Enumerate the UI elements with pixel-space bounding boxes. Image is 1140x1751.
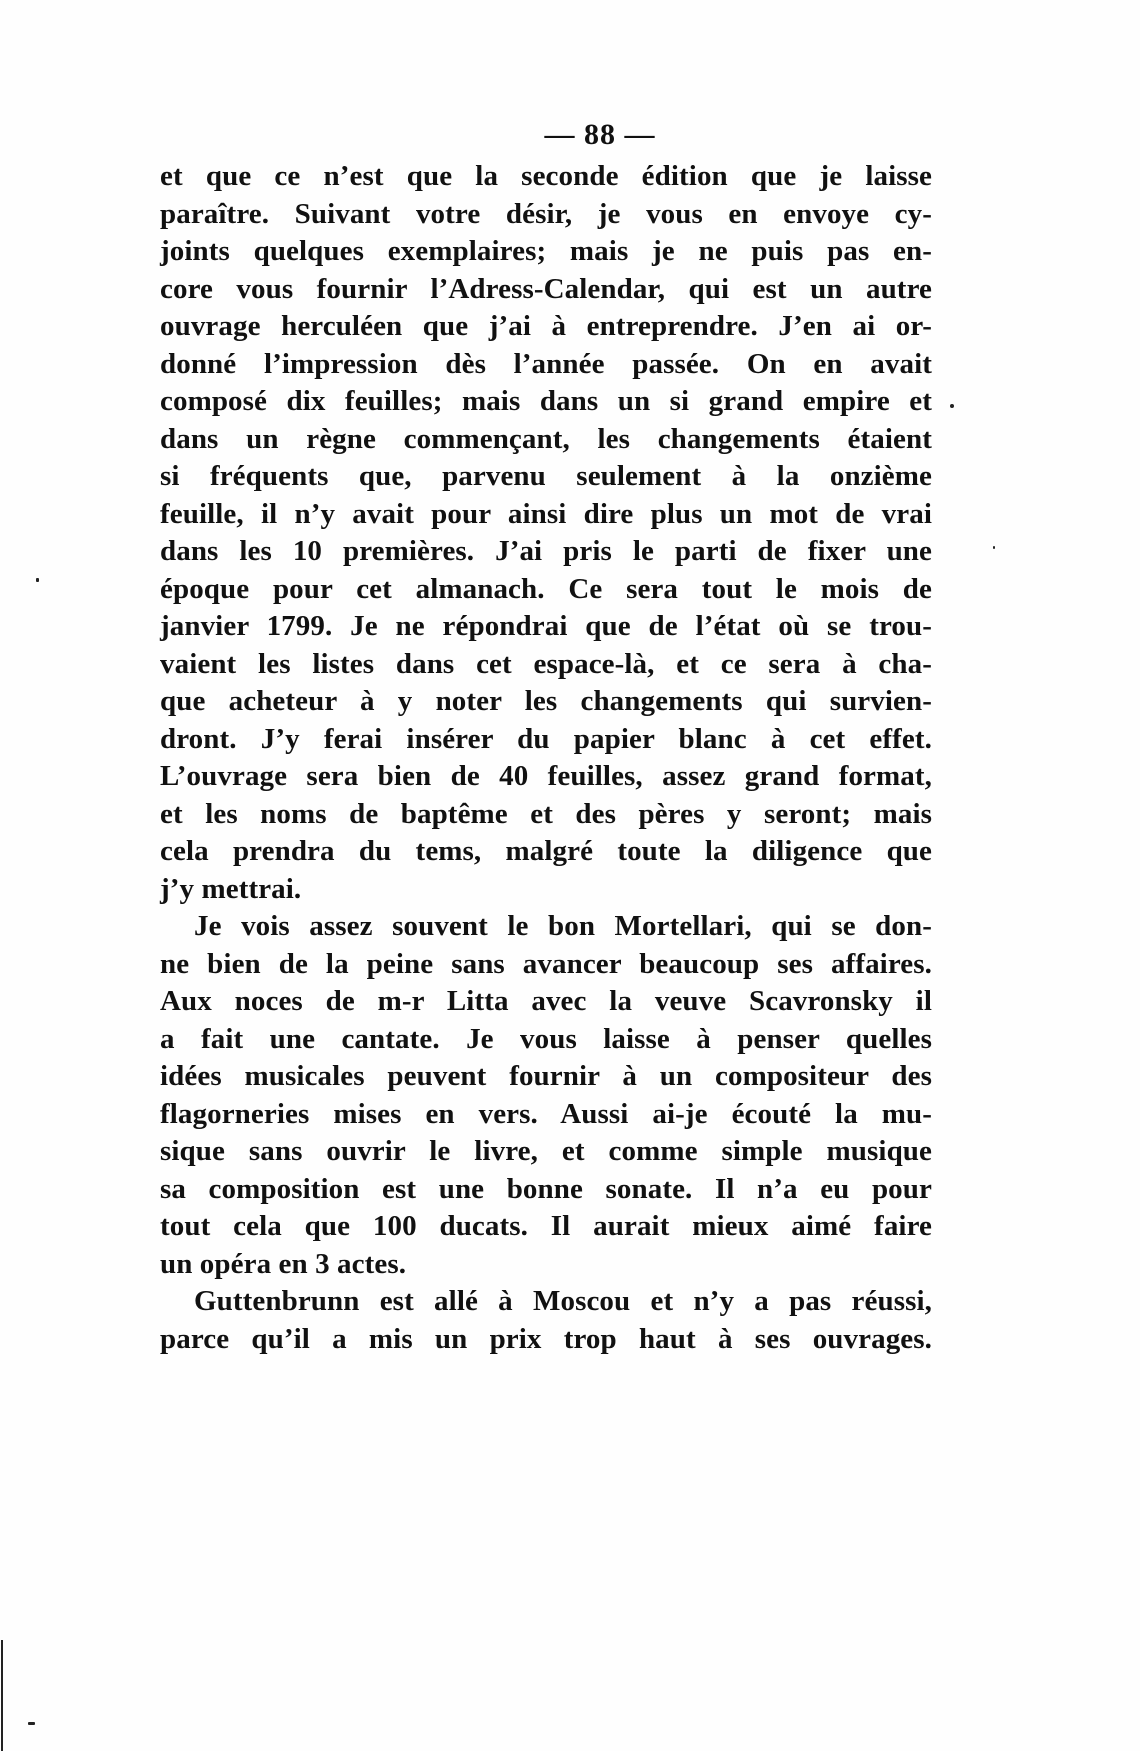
page-number: — 88 — <box>544 118 656 151</box>
paragraph-2 <box>160 908 932 1283</box>
text-line: un opéra en 3 actes. <box>160 1247 407 1280</box>
text-line: donné l’impression dès l’année passée. On en avait <box>160 347 932 380</box>
text-line: cela prendra du tems, malgré toute la diligence que <box>160 835 932 867</box>
scan-speck <box>36 578 39 582</box>
text-line: vaient les listes dans cet espace-là, et ce sera à cha- <box>160 647 932 680</box>
body-text <box>160 158 932 1358</box>
text-line: sa composition est une bonne sonate. Il n’a eu pour <box>160 1172 932 1205</box>
text-line: paraître. Suivant votre désir, je vous en envoye cy- <box>160 197 932 230</box>
scan-edge-line <box>1 1640 3 1751</box>
text-line: Aux noces de m-r Litta avec la veuve Scavronsky il <box>160 985 932 1017</box>
text-line: flagorneries mises en vers. Aussi ai-je écouté la mu- <box>160 1097 932 1130</box>
paragraph-1 <box>160 158 932 908</box>
scan-speck <box>993 546 995 549</box>
text-line: L’ouvrage sera bien de 40 feuilles, assez grand format, <box>160 760 932 792</box>
text-line: composé dix feuilles; mais dans un si grand empire et <box>160 385 932 417</box>
text-line: Je vois assez souvent le bon Mortellari, qui se don- <box>194 910 932 942</box>
text-line: j’y mettrai. <box>160 872 302 905</box>
paragraph-3 <box>160 1283 932 1358</box>
text-line: core vous fournir l’Adress-Calendar, qui est un autre <box>160 272 932 305</box>
text-line: et les noms de baptême et des pères y seront; mais <box>160 797 932 830</box>
text-line: idées musicales peuvent fournir à un compositeur des <box>160 1060 932 1092</box>
text-line: parce qu’il a mis un prix trop haut à ses ouvrages. <box>160 1322 932 1355</box>
text-line: ne bien de la peine sans avancer beaucoup ses affaires. <box>160 947 932 980</box>
text-line: Guttenbrunn est allé à Moscou et n’y a pas réussi, <box>194 1285 932 1317</box>
text-line: dront. J’y ferai insérer du papier blanc à cet effet. <box>160 722 932 755</box>
text-line: dans les 10 premières. J’ai pris le parti de fixer une <box>160 535 932 567</box>
text-line: dans un règne commençant, les changements étaient <box>160 422 932 455</box>
text-line: janvier 1799. Je ne répondrai que de l’état où se trou- <box>160 610 932 642</box>
text-line: joints quelques exemplaires; mais je ne puis pas en- <box>160 235 932 267</box>
text-line: époque pour cet almanach. Ce sera tout le mois de <box>160 572 932 605</box>
text-line: tout cela que 100 ducats. Il aurait mieux aimé faire <box>160 1210 932 1242</box>
scan-speck <box>950 404 954 408</box>
text-line: feuille, il n’y avait pour ainsi dire plus un mot de vrai <box>160 497 932 530</box>
text-line: que acheteur à y noter les changements qui survien- <box>160 685 932 717</box>
text-line: si fréquents que, parvenu seulement à la onzième <box>160 460 932 492</box>
scan-speck <box>28 1722 35 1725</box>
text-line: a fait une cantate. Je vous laisse à penser quelles <box>160 1022 932 1055</box>
text-line: sique sans ouvrir le livre, et comme simple musique <box>160 1135 932 1167</box>
text-line: ouvrage herculéen que j’ai à entreprendre. J’en ai or- <box>160 310 932 342</box>
text-line: et que ce n’est que la seconde édition que je laisse <box>160 160 932 192</box>
